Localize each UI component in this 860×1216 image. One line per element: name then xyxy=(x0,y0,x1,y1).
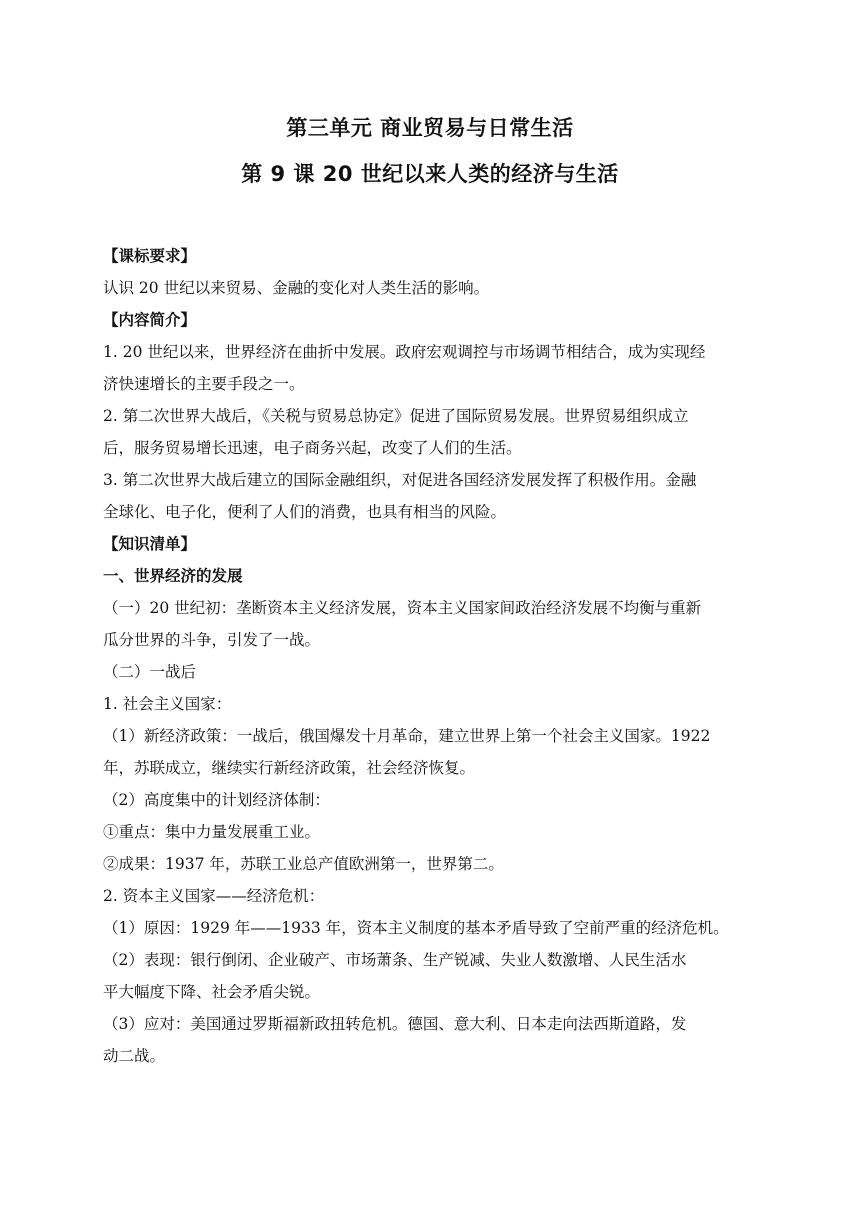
paragraph-line: 动二战。 xyxy=(103,1047,166,1065)
paragraph-line: 认识 20 世纪以来贸易、金融的变化对人类生活的影响。 xyxy=(103,279,490,297)
paragraph-line: 1. 20 世纪以来，世界经济在曲折中发展。政府宏观调控与市场调节相结合，成为实现经 xyxy=(103,343,706,361)
paragraph-line: ①重点：集中力量发展重工业。 xyxy=(103,823,321,841)
paragraph-line: （一）20 世纪初：垄断资本主义经济发展，资本主义国家间政治经济发展不均衡与重新 xyxy=(103,599,702,617)
paragraph-line: 全球化、电子化，便利了人们的消费，也具有相当的风险。 xyxy=(103,503,507,521)
unit-title: 第三单元 商业贸易与日常生活 xyxy=(286,116,574,140)
paragraph-line: （3）应对：美国通过罗斯福新政扭转危机。德国、意大利、日本走向法西斯道路，发 xyxy=(103,1015,687,1033)
paragraph-line: 瓜分世界的斗争，引发了一战。 xyxy=(103,631,321,649)
section-heading-content-summary: 【内容简介】 xyxy=(103,311,197,329)
paragraph-line: ②成果：1937 年，苏联工业总产值欧洲第一，世界第二。 xyxy=(103,855,504,873)
lesson-title: 第 9 课 20 世纪以来人类的经济与生活 xyxy=(241,162,619,186)
paragraph-line: 2. 资本主义国家——经济危机： xyxy=(103,887,325,905)
section-heading-knowledge-list: 【知识清单】 xyxy=(103,535,197,553)
paragraph-line: 济快速增长的主要手段之一。 xyxy=(103,375,305,393)
paragraph-line: （2）表现：银行倒闭、企业破产、市场萧条、生产锐减、失业人数激增、人民生活水 xyxy=(103,951,687,969)
paragraph-line: 3. 第二次世界大战后建立的国际金融组织，对促进各国经济发展发挥了积极作用。金融 xyxy=(103,471,697,489)
document-body xyxy=(103,240,763,1072)
paragraph-line: （二）一战后 xyxy=(103,663,197,681)
subsection-heading-world-economy: 一、世界经济的发展 xyxy=(103,567,243,585)
paragraph-line: 平大幅度下降、社会矛盾尖锐。 xyxy=(103,983,321,1001)
paragraph-line: 后，服务贸易增长迅速，电子商务兴起，改变了人们的生活。 xyxy=(103,439,522,457)
paragraph-line: 1. 社会主义国家： xyxy=(103,695,232,713)
paragraph-line: （1）原因：1929 年——1933 年，资本主义制度的基本矛盾导致了空前严重的经济危机。 xyxy=(103,919,729,937)
section-heading-curriculum-requirements: 【课标要求】 xyxy=(103,247,197,265)
paragraph-line: （2）高度集中的计划经济体制： xyxy=(103,791,330,809)
paragraph-line: （1）新经济政策：一战后，俄国爆发十月革命，建立世界上第一个社会主义国家。1922 xyxy=(103,727,711,745)
paragraph-line: 2. 第二次世界大战后，《关税与贸易总协定》促进了国际贸易发展。世界贸易组织成立 xyxy=(103,407,689,425)
paragraph-line: 年，苏联成立，继续实行新经济政策，社会经济恢复。 xyxy=(103,759,476,777)
